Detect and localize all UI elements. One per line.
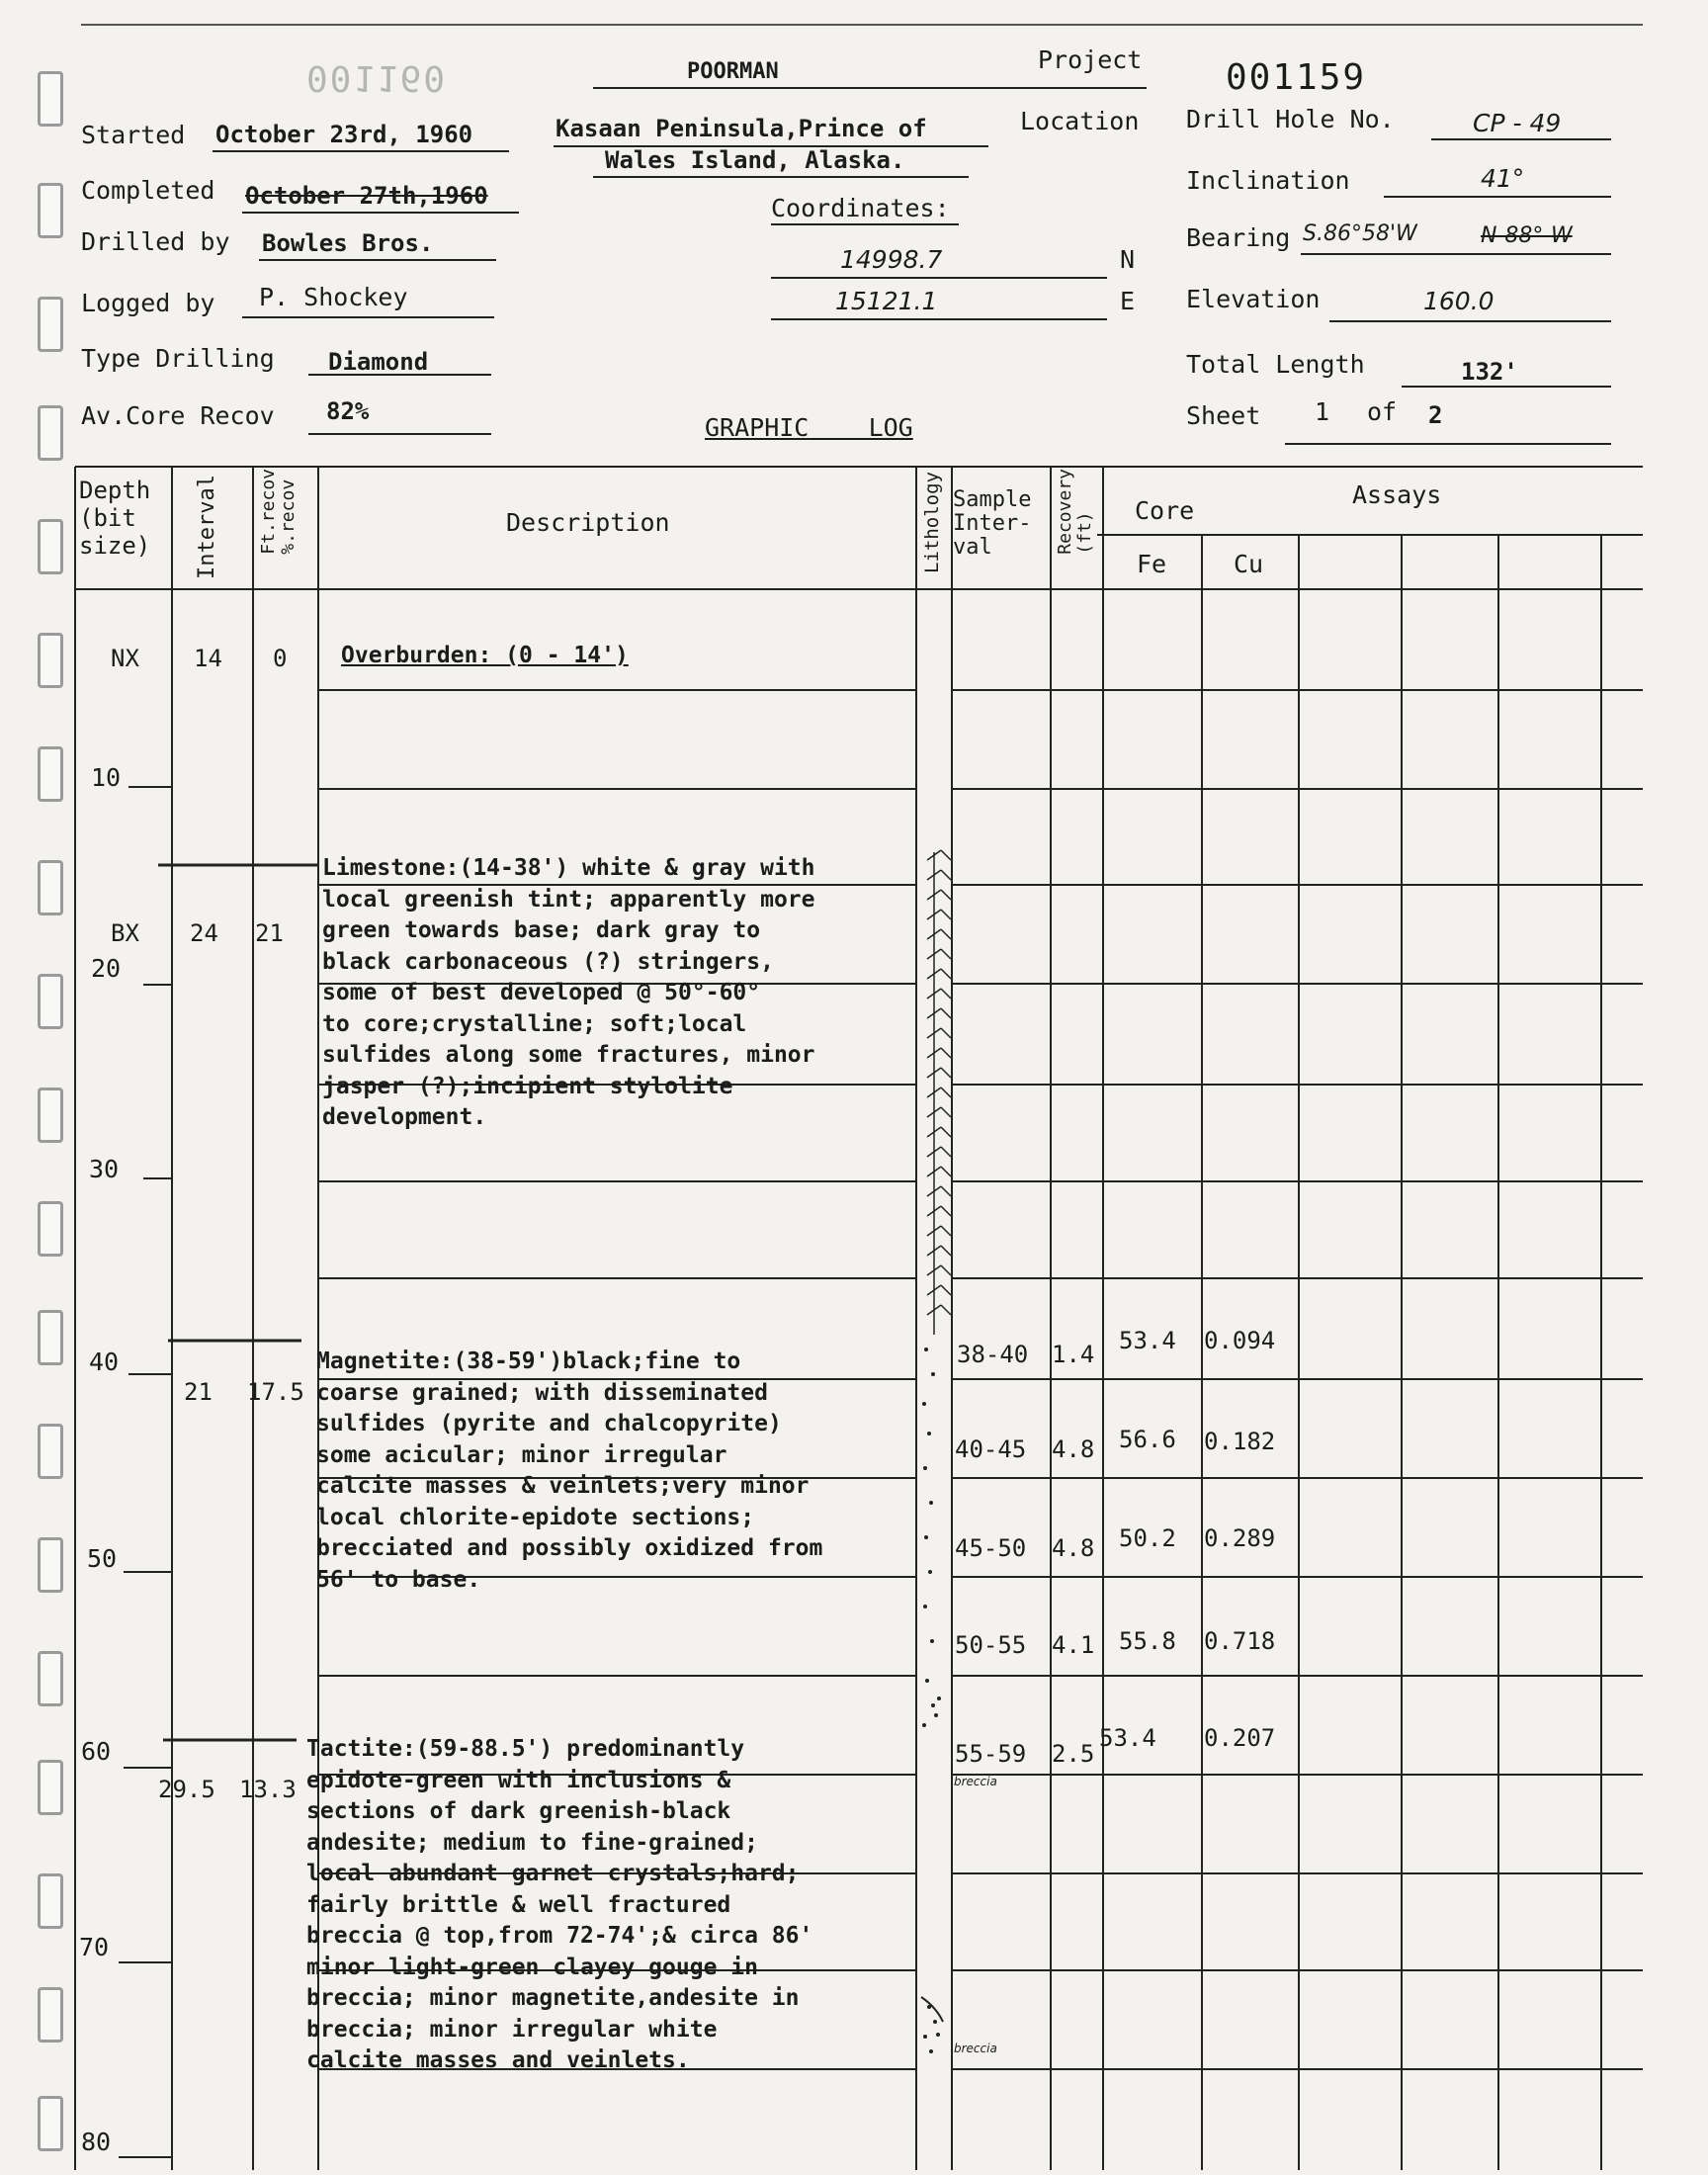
sheet-of-label: of xyxy=(1367,397,1398,426)
assay-fe: 56.6 xyxy=(1119,1426,1176,1453)
drilled-by-label: Drilled by xyxy=(81,227,230,256)
bit-size: BX xyxy=(111,919,139,947)
recovery-value: 13.3 xyxy=(239,1776,297,1803)
inclination-value: 41° xyxy=(1481,164,1525,193)
depth-header: Depth (bit size) xyxy=(79,477,151,560)
depth-mark: 60 xyxy=(81,1737,112,1766)
unit-description: Magnetite:(38-59')black;fine to coarse grained; with disseminated sulfides (pyrite and chalcopyrite) some acicular; minor irregular calcite masses & veinlets;very minor local chlorite-epidote sections; brecciated and possibly oxidized from 56' to base. xyxy=(316,1348,823,1593)
depth-mark: 10 xyxy=(91,763,122,792)
project-label: Project xyxy=(1038,45,1143,74)
coord-e-value: 15121.1 xyxy=(835,287,938,315)
interval-value: 24 xyxy=(190,919,218,947)
breccia-note: breccia xyxy=(954,2042,997,2055)
bit-size: NX xyxy=(111,645,139,672)
fe-header: Fe xyxy=(1137,550,1167,578)
coord-n-label: N xyxy=(1120,245,1136,274)
coord-e-label: E xyxy=(1120,287,1136,315)
coord-n-value: 14998.7 xyxy=(840,245,943,274)
core-header: Core xyxy=(1135,496,1195,525)
type-drilling-label: Type Drilling xyxy=(81,344,275,373)
assays-header: Assays xyxy=(1352,480,1442,509)
coordinates-label: Coordinates: xyxy=(771,194,950,222)
sample-recovery: 4.8 xyxy=(1052,1436,1095,1463)
assay-cu: 0.289 xyxy=(1204,1524,1276,1552)
assay-fe: 55.8 xyxy=(1119,1627,1176,1655)
elevation-value: 160.0 xyxy=(1423,287,1494,315)
assay-cu: 0.718 xyxy=(1204,1627,1276,1655)
elevation-label: Elevation xyxy=(1186,285,1321,313)
interval-header: Interval xyxy=(195,475,219,579)
type-drilling-value: Diamond xyxy=(328,348,429,376)
bearing-value: S.86°58'W xyxy=(1303,221,1417,246)
description-header: Description xyxy=(506,508,670,537)
av-core-recov-label: Av.Core Recov xyxy=(81,401,275,430)
recovery-value: 17.5 xyxy=(247,1378,304,1406)
sample-interval: 38-40 xyxy=(957,1341,1029,1368)
sample-recovery: 4.1 xyxy=(1052,1631,1095,1659)
recovery-value: 21 xyxy=(255,919,284,947)
recovery-value: 0 xyxy=(273,645,288,672)
logged-by-value: P. Shockey xyxy=(259,283,408,311)
started-value: October 23rd, 1960 xyxy=(215,121,473,148)
document-number-stamp: 001159 xyxy=(1226,57,1367,98)
unit-description: Limestone:(14-38') white & gray with local greenish tint; apparently more green towards base; dark gray to black carbonaceous (?) stringers, some of best developed @ 50°-60° to core;crystalline; soft;local sulfides along some fractures, minor jasper (?);incipient stylolite development. xyxy=(322,855,815,1130)
lithology-header: Lithology xyxy=(921,472,943,573)
sheet-label: Sheet xyxy=(1186,401,1261,430)
inclination-label: Inclination xyxy=(1186,166,1350,195)
interval-value: 29.5 xyxy=(158,1776,215,1803)
assay-fe: 53.4 xyxy=(1119,1327,1176,1354)
drill-hole-label: Drill Hole No. xyxy=(1186,105,1395,133)
interval-value: 14 xyxy=(194,645,222,672)
assay-fe: 53.4 xyxy=(1099,1724,1156,1752)
total-length-value: 132' xyxy=(1461,358,1518,386)
assay-cu: 0.094 xyxy=(1204,1327,1276,1354)
drilled-by-value: Bowles Bros. xyxy=(262,229,434,257)
depth-mark: 50 xyxy=(87,1544,118,1573)
sample-interval: 50-55 xyxy=(955,1631,1027,1659)
sample-interval: 55-59 xyxy=(955,1740,1027,1768)
faded-stamp: 001160 xyxy=(306,57,448,98)
sample-interval-header: Sample Inter- val xyxy=(953,487,1032,560)
cu-header: Cu xyxy=(1234,550,1264,578)
started-label: Started xyxy=(81,121,186,149)
av-core-recov-value: 82% xyxy=(326,397,370,425)
location-label: Location xyxy=(1020,107,1140,135)
location-value-line1: Kasaan Peninsula,Prince of xyxy=(555,115,927,142)
sheet-value: 1 xyxy=(1315,397,1330,426)
logged-by-label: Logged by xyxy=(81,289,215,317)
depth-mark: 40 xyxy=(89,1348,120,1376)
sample-recovery: 4.8 xyxy=(1052,1534,1095,1562)
project-value: POORMAN xyxy=(687,59,779,84)
unit-description: Overburden: (0 - 14') xyxy=(341,643,629,668)
sample-recovery: 1.4 xyxy=(1052,1341,1095,1368)
depth-mark: 70 xyxy=(79,1933,110,1961)
sample-interval: 45-50 xyxy=(955,1534,1027,1562)
assay-cu: 0.182 xyxy=(1204,1428,1276,1455)
recovery-header: Ft.recov %.recov xyxy=(258,469,299,555)
recovery-ft-header: Recovery (ft) xyxy=(1055,469,1095,555)
graphic-log-title: GRAPHIC LOG xyxy=(705,413,913,442)
depth-mark: 20 xyxy=(91,954,122,983)
sample-interval: 40-45 xyxy=(955,1436,1027,1463)
sheet-total: 2 xyxy=(1428,401,1443,429)
total-length-label: Total Length xyxy=(1186,350,1365,379)
completed-value: October 27th,1960 xyxy=(245,182,488,210)
bearing-struck-value: N-88°-W xyxy=(1481,223,1573,248)
bearing-label: Bearing xyxy=(1186,223,1291,252)
depth-mark: 30 xyxy=(89,1155,120,1183)
interval-value: 21 xyxy=(184,1378,213,1406)
depth-mark: 80 xyxy=(81,2128,112,2156)
drill-hole-value: CP - 49 xyxy=(1473,109,1562,137)
location-value-line2: Wales Island, Alaska. xyxy=(605,146,905,174)
breccia-note: breccia xyxy=(954,1775,997,1788)
completed-label: Completed xyxy=(81,176,215,205)
sample-recovery: 2.5 xyxy=(1052,1740,1095,1768)
assay-fe: 50.2 xyxy=(1119,1524,1176,1552)
assay-cu: 0.207 xyxy=(1204,1724,1276,1752)
unit-description: Tactite:(59-88.5') predominantly epidote-green with inclusions & sections of dark greenish-black andesite; medium to fine-grained; local abundant garnet crystals;hard; fairly brittle & well fractured breccia @ top,from 72-74';& circa 86' minor light-green clayey gouge in breccia; minor magnetite,andesite in breccia; minor irregular white calcite masses and veinlets. xyxy=(306,1736,813,2073)
